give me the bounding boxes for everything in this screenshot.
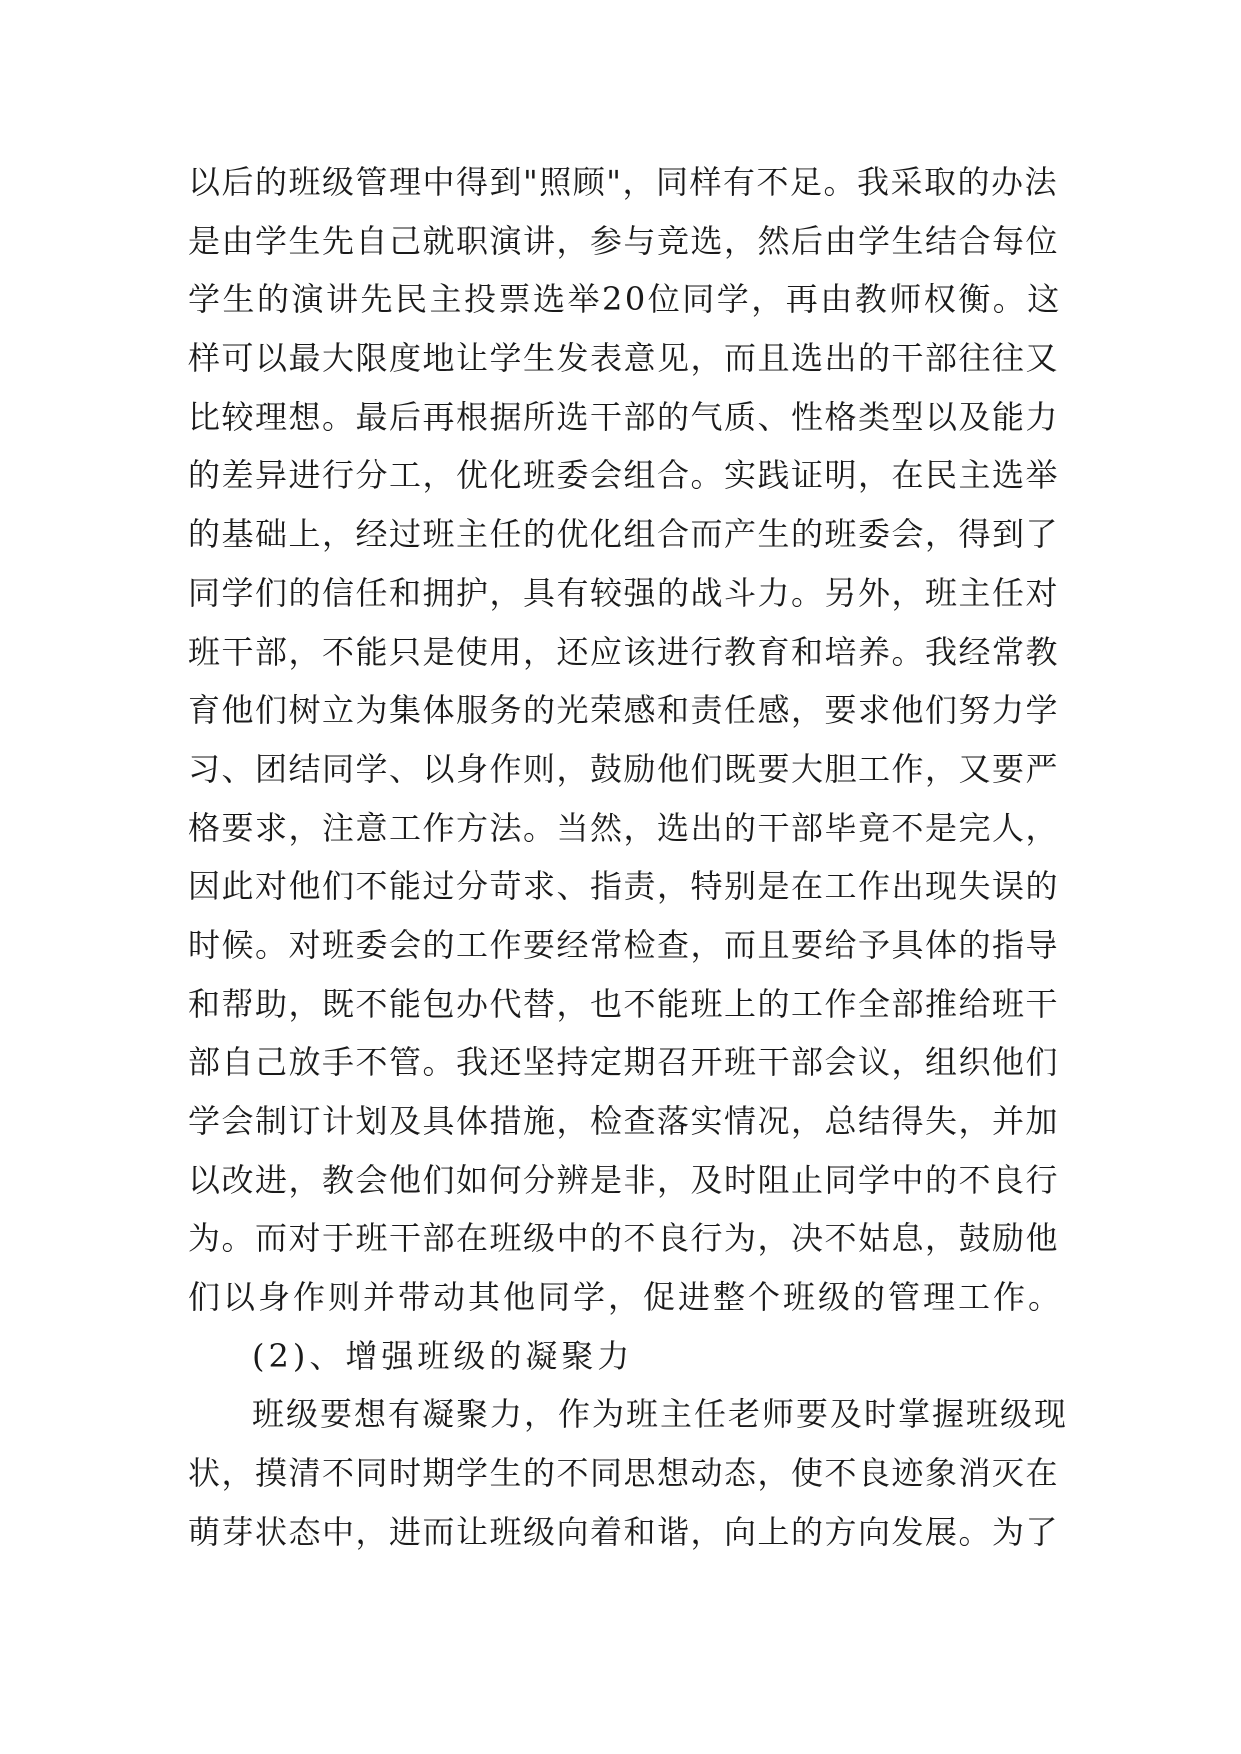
body-line: 萌芽状态中，进而让班级向着和谐，向上的方向发展。为了	[188, 1512, 1060, 1551]
body-line: 比较理想。最后再根据所选干部的气质、性格类型以及能力	[188, 397, 1060, 436]
body-line: 部自己放手不管。我还坚持定期召开班干部会议，组织他们	[188, 1043, 1060, 1082]
body-line: 习、团结同学、以身作则，鼓励他们既要大胆工作，又要严	[188, 749, 1060, 788]
body-line: 同学们的信任和拥护，具有较强的战斗力。另外，班主任对	[188, 573, 1060, 612]
body-line: 为。而对于班干部在班级中的不良行为，决不姑息，鼓励他	[188, 1219, 1060, 1258]
body-line: 学生的演讲先民主投票选举20位同学，再由教师权衡。这	[188, 280, 1062, 319]
body-line: 班干部，不能只是使用，还应该进行教育和培养。我经常教	[188, 632, 1060, 671]
body-line: 的差异进行分工，优化班委会组合。实践证明，在民主选举	[188, 456, 1060, 495]
body-line: 们以身作则并带动其他同学，促进整个班级的管理工作。	[188, 1278, 1064, 1317]
body-line: 学会制订计划及具体措施，检查落实情况，总结得失，并加	[188, 1102, 1060, 1140]
body-line: 时候。对班委会的工作要经常检查，而且要给予具体的指导	[188, 925, 1060, 964]
body-line: 格要求，注意工作方法。当然，选出的干部毕竟不是完人，	[188, 808, 1060, 847]
body-line: 以后的班级管理中得到"照顾"，同样有不足。我采取的办法	[188, 163, 1058, 201]
body-line: 样可以最大限度地让学生发表意见，而且选出的干部往往又	[188, 339, 1060, 378]
document-body	[188, 153, 1068, 1562]
section-heading: (2)、增强班级的凝聚力	[252, 1336, 634, 1375]
body-line: 育他们树立为集体服务的光荣感和责任感，要求他们努力学	[188, 691, 1060, 730]
body-line: 以改进，教会他们如何分辨是非，及时阻止同学中的不良行	[188, 1160, 1060, 1199]
body-line: 因此对他们不能过分苛求、指责，特别是在工作出现失误的	[188, 867, 1060, 906]
paragraph-first-line: 班级要想有凝聚力，作为班主任老师要及时掌握班级现	[252, 1395, 1069, 1434]
body-line: 是由学生先自己就职演讲，参与竞选，然后由学生结合每位	[188, 221, 1060, 260]
body-line: 状，摸清不同时期学生的不同思想动态，使不良迹象消灭在	[188, 1454, 1060, 1493]
body-line: 的基础上，经过班主任的优化组合而产生的班委会，得到了	[188, 515, 1060, 554]
body-line: 和帮助，既不能包办代替，也不能班上的工作全部推给班干	[188, 984, 1060, 1023]
